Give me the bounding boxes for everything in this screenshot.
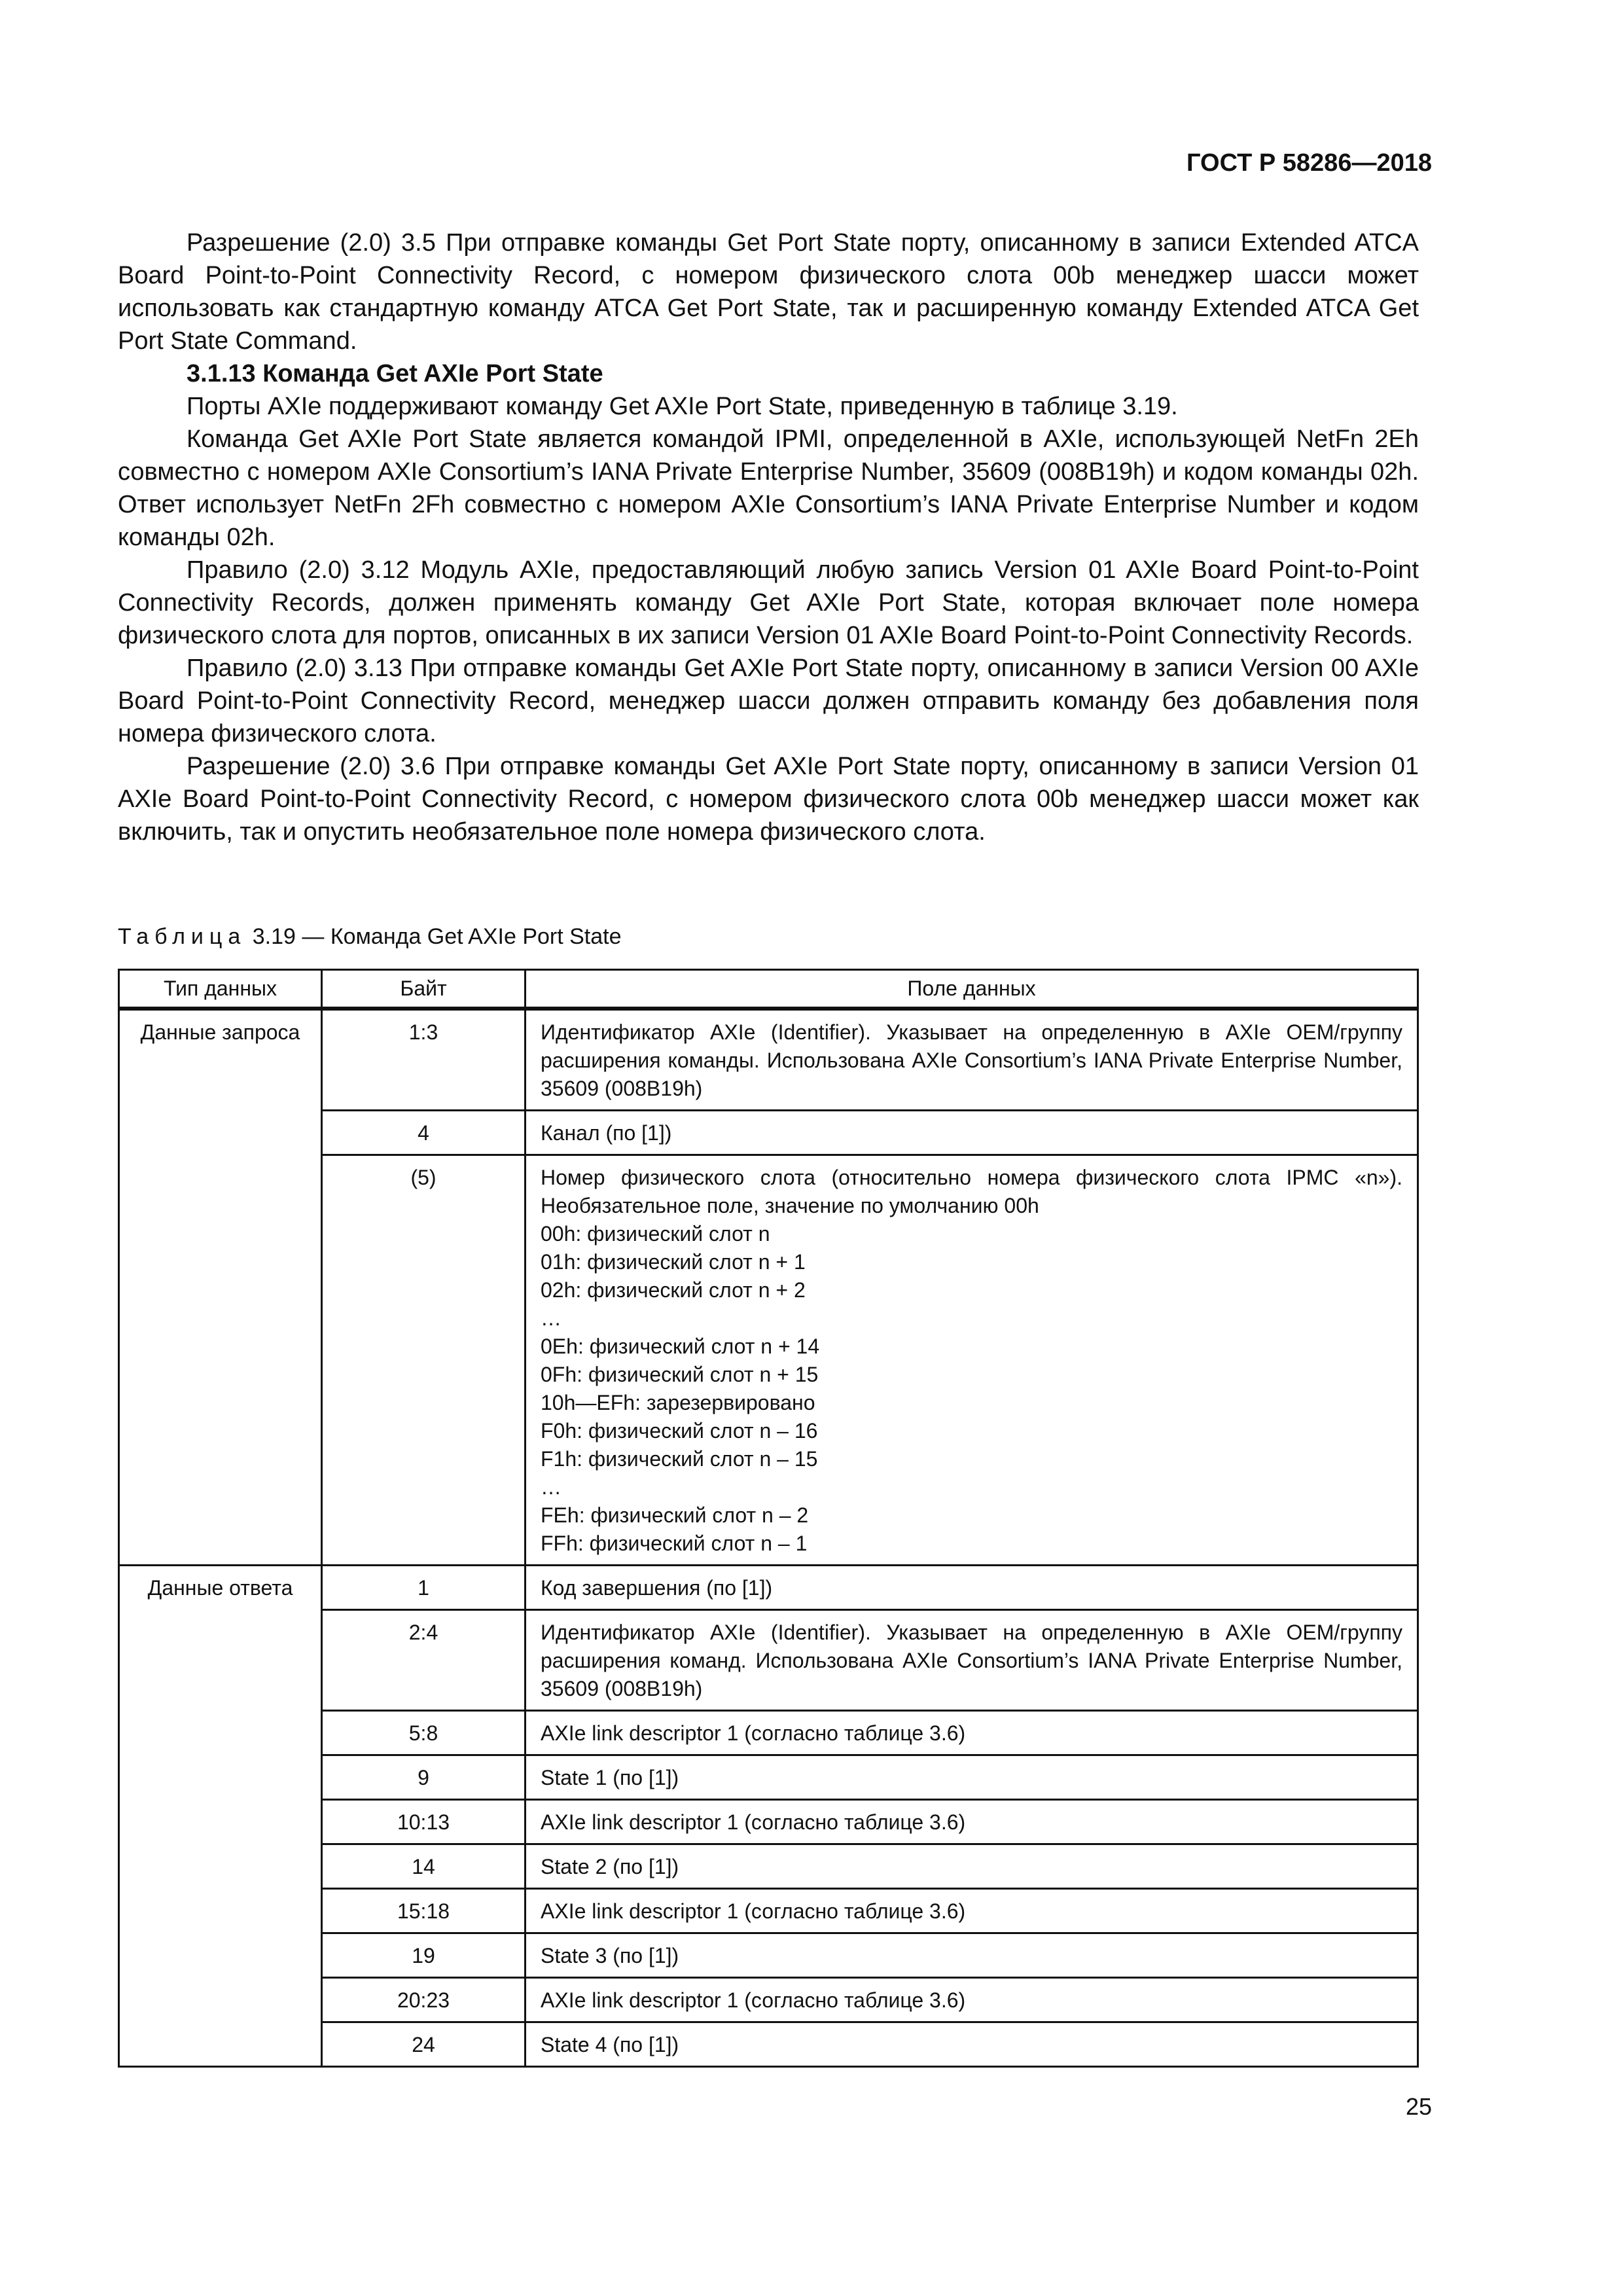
byte-cell: 24 — [322, 2022, 526, 2067]
byte-cell: 1 — [322, 1566, 526, 1610]
table-header-row — [119, 970, 1418, 1009]
slot-line: … — [541, 1306, 562, 1330]
field-cell: State 3 (по [1]) — [526, 1933, 1418, 1978]
header-byte: Байт — [322, 970, 526, 1009]
field-cell: State 1 (по [1]) — [526, 1755, 1418, 1800]
body-text — [118, 226, 1419, 848]
page-number: 25 — [1405, 2093, 1432, 2120]
slot-number-field-cell — [526, 1155, 1418, 1566]
paragraph-rule-3-13: Правило (2.0) 3.13 При отправке команды Get AXIe Port State порту, описанному в записи Version 00 AXIe Board Point-to-Point Connectivity Record, менеджер шасси должен отправить команду без добавления поля номера физического слота. — [118, 655, 1419, 747]
slot-line: F1h: физический слот n – 15 — [541, 1447, 818, 1471]
field-cell: AXIe link descriptor 1 (согласно таблице 3.6) — [526, 1711, 1418, 1755]
table-caption-label: Таблица — [118, 924, 247, 949]
slot-intro: Номер физического слота (относительно номера физического слота IPMC «n»). Необязательное поле, значение по умолчанию 00h — [541, 1166, 1402, 1217]
field-cell: Канал (по [1]) — [526, 1111, 1418, 1155]
paragraph: Команда Get AXIe Port State является командой IPMI, определенной в AXIe, использующей NetFn 2Eh совместно с номером AXIe Consortium’s IANA Private Enterprise Number, 35609 (008B19h) и кодом команды 02h. Ответ использует NetFn 2Fh совместно с номером AXIe Consortium’s IANA Private Enterprise Number и кодом команды 02h. — [118, 425, 1419, 551]
table-caption-text: 3.19 — Команда Get AXIe Port State — [246, 924, 622, 949]
table-row — [119, 1566, 1418, 1610]
paragraph-rule-3-12: Правило (2.0) 3.12 Модуль AXIe, предоставляющий любую запись Version 01 AXIe Board Point-to-Point Connectivity Records, должен применять команду Get AXIe Port State, которая включает поле номера физического слота для портов, описанных в их записи Version 01 AXIe Board Point-to-Point Connectivity Records. — [118, 556, 1419, 649]
field-cell: Код завершения (по [1]) — [526, 1566, 1418, 1610]
byte-cell: 2:4 — [322, 1610, 526, 1711]
slot-line: F0h: физический слот n – 16 — [541, 1419, 818, 1443]
slot-line: 0Eh: физический слот n + 14 — [541, 1335, 820, 1358]
field-cell: AXIe link descriptor 1 (согласно таблице 3.6) — [526, 1978, 1418, 2022]
byte-cell: 15:18 — [322, 1889, 526, 1933]
slot-line: 0Fh: физический слот n + 15 — [541, 1363, 819, 1386]
byte-cell: 19 — [322, 1933, 526, 1978]
table-caption — [118, 924, 622, 950]
paragraph: Порты AXIe поддерживают команду Get AXIe Port State, приведенную в таблице 3.19. — [187, 393, 1178, 420]
field-cell: AXIe link descriptor 1 (согласно таблице 3.6) — [526, 1889, 1418, 1933]
field-cell: State 4 (по [1]) — [526, 2022, 1418, 2067]
slot-line: … — [541, 1475, 562, 1499]
slot-line: 00h: физический слот n — [541, 1222, 770, 1246]
paragraph-permission-3-6: Разрешение (2.0) 3.6 При отправке команды Get AXIe Port State порту, описанному в записи Version 01 AXIe Board Point-to-Point Connectivity Record, с номером физического слота 00b менеджер шасси может как включить, так и опустить необязательное поле номера физического слота. — [118, 753, 1419, 846]
field-cell: AXIe link descriptor 1 (согласно таблице 3.6) — [526, 1800, 1418, 1844]
byte-cell: (5) — [322, 1155, 526, 1566]
byte-cell: 9 — [322, 1755, 526, 1800]
command-table — [118, 969, 1419, 2068]
header-data-field: Поле данных — [526, 970, 1418, 1009]
byte-cell: 10:13 — [322, 1800, 526, 1844]
request-data-type: Данные запроса — [119, 1009, 322, 1566]
field-cell: Идентификатор AXIe (Identifier). Указывает на определенную в AXIe OEM/группу расширения команд. Использована AXIe Consortium’s IANA Private Enterprise Number, 35609 (008B19h) — [526, 1610, 1418, 1711]
header-data-type: Тип данных — [119, 970, 322, 1009]
byte-cell: 4 — [322, 1111, 526, 1155]
slot-line: FEh: физический слот n – 2 — [541, 1503, 809, 1527]
field-cell: State 2 (по [1]) — [526, 1844, 1418, 1889]
slot-line: FFh: физический слот n – 1 — [541, 1532, 808, 1555]
byte-cell: 1:3 — [322, 1009, 526, 1111]
slot-line: 01h: физический слот n + 1 — [541, 1250, 806, 1274]
table-row — [119, 1009, 1418, 1111]
slot-line: 10h—EFh: зарезервировано — [541, 1391, 815, 1414]
field-cell: Идентификатор AXIe (Identifier). Указывает на определенную в AXIe OEM/группу расширения команды. Использована AXIe Consortium’s IANA Private Enterprise Number, 35609 (008B19h) — [526, 1009, 1418, 1111]
byte-cell: 5:8 — [322, 1711, 526, 1755]
page-header-standard: ГОСТ Р 58286—2018 — [1186, 149, 1432, 177]
response-data-type: Данные ответа — [119, 1566, 322, 2067]
byte-cell: 20:23 — [322, 1978, 526, 2022]
section-heading-3-1-13: 3.1.13 Команда Get AXIe Port State — [187, 360, 603, 387]
slot-line: 02h: физический слот n + 2 — [541, 1278, 806, 1302]
byte-cell: 14 — [322, 1844, 526, 1889]
paragraph-permission-3-5: Разрешение (2.0) 3.5 При отправке команды Get Port State порту, описанному в записи Extended ATCA Board Point-to-Point Connectivity Record, с номером физического слота 00b менеджер шасси может использовать как стандартную команду ATCA Get Port State, так и расширенную команду Extended ATCA Get Port State Command. — [118, 229, 1419, 355]
